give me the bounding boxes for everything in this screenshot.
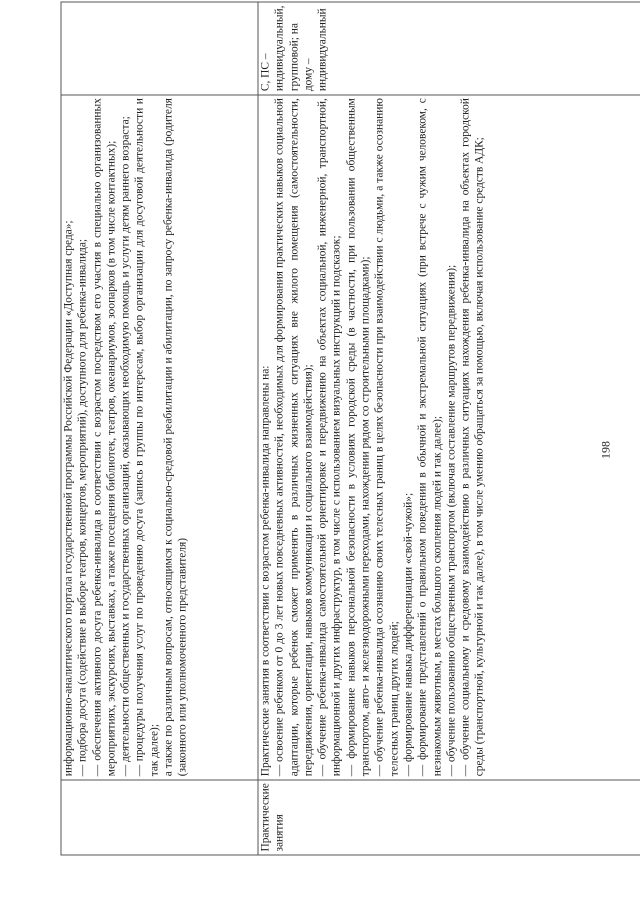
service-form-cell: С, ПС – индивидуальный, групповой; на дому – индивидуальный	[258, 2, 640, 95]
content-line: Практические занятия в соответствии с возрастом ребенка-инвалида направлены на:	[259, 365, 271, 776]
service-type-cell: Практические занятия	[258, 779, 640, 854]
table-row	[258, 2, 640, 855]
content-line: — формирование представлений о правильном поведении в обычной и экстремальной ситуациях (при встрече с чужим человеком, с незнакомым животным, в местах большого скопления людей и так далее);	[416, 97, 443, 776]
content-line: информационно-аналитического портала государственной программы Российской Федерации «Доступная среда»;	[62, 219, 74, 776]
content-line: — формирование навыка дифференциации «свой-чужой»;	[401, 492, 414, 776]
service-content-cell	[61, 94, 258, 779]
service-type-cell	[61, 779, 258, 854]
content-line: — обеспечения активного досуга ребенка-инвалида в соответствии с возрастом посредством его участия в специально организованных мероприятиях, экскурсиях, выставках, а также посещения библиотек, театров, океанариумов, зоопарков (в том числе контактных);	[90, 97, 117, 776]
service-form-cell	[61, 2, 258, 95]
content-line: а также по различным вопросам, относящимся к социально-средовой реабилитации и абилитации, по запросу ребенка-инвалида (родителя (законного или уполномоченного представителя)	[162, 97, 189, 776]
content-line: — освоение ребенком от 0 до 3 лет новых повседневных активностей, необходимых для формирования практических навыков социальной адаптации, которые ребенок сможет применять в различных жизненных ситуациях вне жилого помещения (самостоятельности, передвижения, ориентации, навыков коммуникации и социального взаимодействия);	[273, 97, 314, 776]
content-line: — обучение социальному и средовому взаимодействию в различных ситуациях нахождения ребенка-инвалида на объектах городской среды (транспортной, культурной и так далее), в том числе умению обращаться за помощью, включая использование средств АДК;	[459, 97, 486, 776]
table-row	[61, 2, 258, 855]
page-number: 198	[598, 440, 612, 459]
content-line: — процедуры получения услуг по проведению досуга (запись в группы по интересам, выбор организации для досуговой деятельности и так далее);	[133, 97, 160, 776]
content-line: — обучение пользованию общественным транспортом (включая составление маршрутов передвижения);	[444, 264, 457, 776]
service-content-cell	[258, 94, 640, 779]
content-line: — обучение ребенка-инвалида самостоятельной ориентировке и передвижению на объектах социальной, инженерной, транспортной, информационной и других инфраструктур, в том числе с использованием визуальных инструкций и подсказок;	[316, 97, 343, 776]
content-line: — деятельности общественных и государственных организаций, оказывающих необходимую помощь и услуги детям раннего возраста;	[119, 115, 132, 776]
content-line: — подбора досуга (содействие в выборе театров, концертов, мероприятий), доступного для ребенка-инвалида;	[76, 238, 89, 776]
content-line: — обучение ребенка-инвалида осознанию своих телесных границ в целях безопасности при взаимодействии с людьми, а также осознанию телесных границ других людей;	[373, 97, 400, 776]
content-line: — формирование навыков персональной безопасности в условиях городской среды (в частности, при пользовании общественным транспортом, авто- и железнодорожными переходами, нахождении рядом со строительными площадками);	[344, 97, 372, 776]
services-table	[60, 1, 640, 855]
